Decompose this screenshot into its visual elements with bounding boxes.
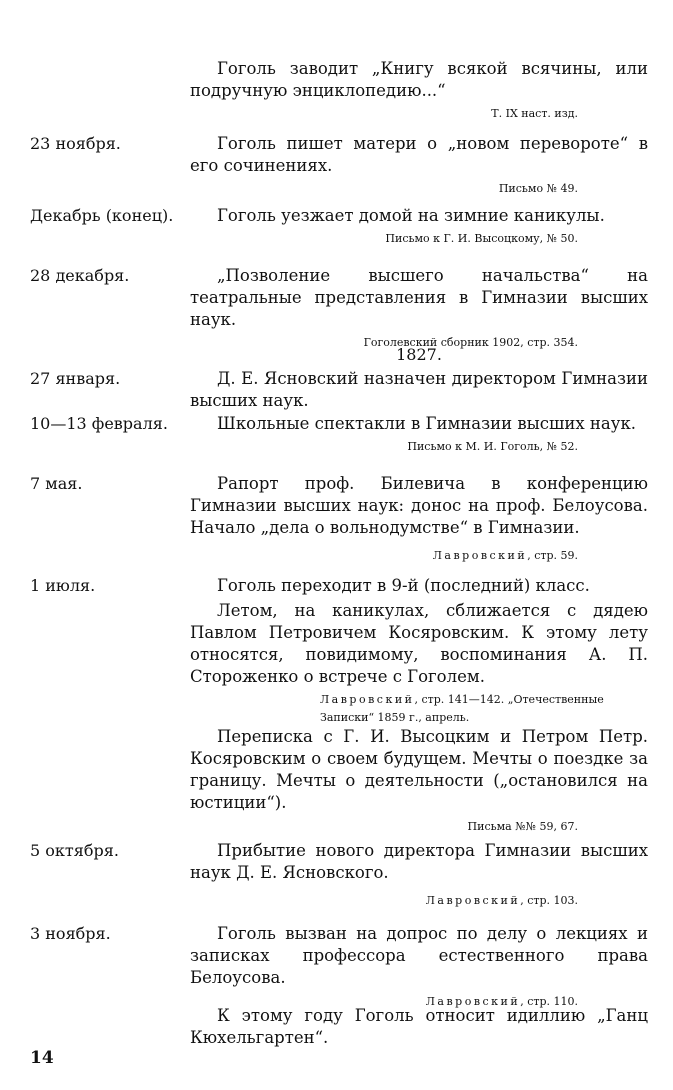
entry-date: 7 мая. xyxy=(30,474,83,493)
entry-text: К этому году Гоголь относит идиллию „Ганц Кюхельгартен“. xyxy=(190,1006,648,1047)
source-author: Лавровский xyxy=(432,549,528,562)
entry-source: Гоголевский сборник 1902, стр. 354. xyxy=(363,336,578,349)
entry-body xyxy=(190,923,648,1011)
entry-date: 27 января. xyxy=(30,369,121,388)
entry-date: 3 ноября. xyxy=(30,924,111,943)
entry-body xyxy=(190,413,648,456)
entry-body xyxy=(190,840,648,910)
entry-body xyxy=(190,726,648,836)
source-author: Лавровский xyxy=(425,995,521,1008)
entry-text: Гоголь пишет матери о „новом перевороте“ в его сочинениях. xyxy=(190,134,648,175)
entry-source: Письмо к Г. И. Высоцкому, № 50. xyxy=(385,232,578,245)
entry-text: „Позволение высшего начальства“ на театральные представления в Гимназии высших наук. xyxy=(190,266,648,329)
entry-date: 23 ноября. xyxy=(30,134,121,153)
entry-body xyxy=(190,265,648,352)
entry-source: Письмо № 49. xyxy=(498,182,578,195)
entry-text: Гоголь уезжает домой на зимние каникулы. xyxy=(217,206,605,225)
source-author: Лавровский xyxy=(320,693,415,706)
entry-source: Письма №№ 59, 67. xyxy=(467,820,578,833)
entry-text: Рапорт проф. Билевича в конференцию Гимназии высших наук: донос на проф. Белоусова. Начало „дела о вольнодумстве“ в Гимназии. xyxy=(190,474,648,537)
source-ref: , стр. 103. xyxy=(520,894,578,907)
entry-body xyxy=(190,1005,648,1049)
entry-source xyxy=(190,892,578,910)
entry-body xyxy=(190,205,648,248)
page-number: 14 xyxy=(30,1048,54,1068)
entry-source xyxy=(190,547,578,565)
entry-text: Школьные спектакли в Гимназии высших наук. xyxy=(217,414,637,433)
source-author: Лавровский xyxy=(425,894,521,907)
entry-text: Прибытие нового директора Гимназии высших наук Д. Е. Ясновского. xyxy=(190,841,648,882)
entry-body xyxy=(190,575,648,727)
entry-date: 10—13 февраля. xyxy=(30,414,168,433)
entry-text: Переписка с Г. И. Высоцким и Петром Петр. Косяровским о своем будущем. Мечты о поездке за границу. Мечты о деятельности („остановился на юстиции“). xyxy=(190,727,648,812)
entry-date: 5 октября. xyxy=(30,841,119,860)
entry-text: Гоголь вызван на допрос по делу о лекциях и записках профессора естественного права Белоусова. xyxy=(190,924,648,987)
entry-date: 1 июля. xyxy=(30,576,96,595)
year-heading: 1827. xyxy=(396,345,442,364)
source-ref: , стр. 141—142. „Отечественные Записки“ 1859 г., апрель. xyxy=(320,693,604,724)
entry-body xyxy=(190,58,648,123)
entry-text: Д. Е. Ясновский назначен директором Гимназии высших наук. xyxy=(190,369,648,410)
entry-source xyxy=(320,691,648,727)
entry-body xyxy=(190,473,648,565)
entry-date: Декабрь (конец). xyxy=(30,206,174,225)
entry-text: Гоголь переходит в 9-й (последний) класс. xyxy=(217,576,590,595)
entry-text: Гоголь заводит „Книгу всякой всячины, или подручную энциклопедию...“ xyxy=(190,59,648,100)
entry-body xyxy=(190,368,648,412)
source-ref: , стр. 59. xyxy=(527,549,578,562)
entry-date: 28 декабря. xyxy=(30,266,130,285)
entry-text: Летом, на каникулах, сближается с дядею Павлом Петровичем Косяровским. К этому лету относятся, повидимому, воспоминания А. П. Стороженко о встрече с Гоголем. xyxy=(190,601,648,686)
source-ref: , стр. 110. xyxy=(520,995,578,1008)
entry-source: Письмо к М. И. Гоголь, № 52. xyxy=(407,440,578,453)
entry-source: Т. IX наст. изд. xyxy=(491,107,578,120)
entry-body xyxy=(190,133,648,198)
